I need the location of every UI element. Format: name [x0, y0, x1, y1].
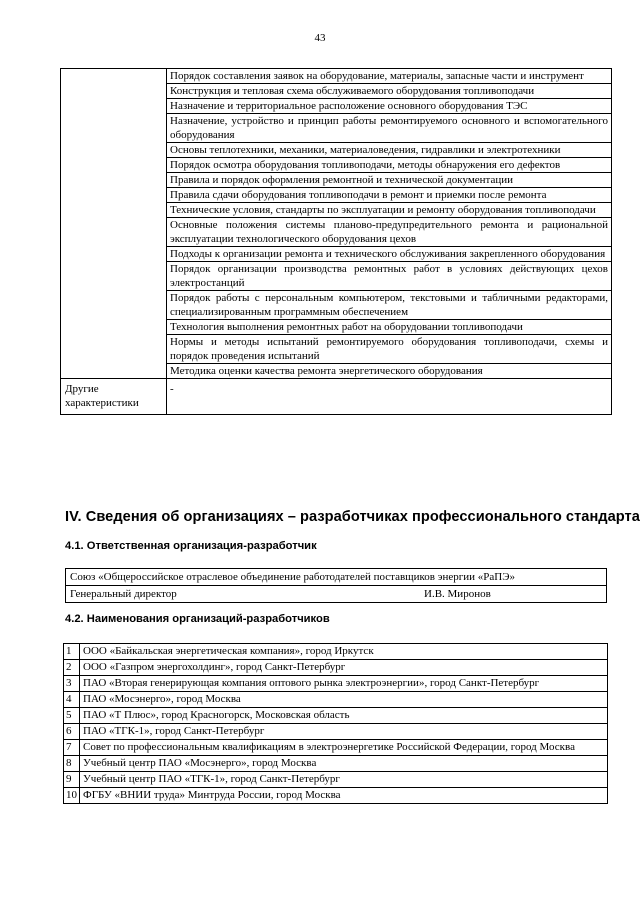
director-name: И.В. Миронов: [424, 588, 491, 600]
developer-number: 1: [64, 644, 80, 660]
other-characteristics-label: Другие характеристики: [61, 379, 167, 415]
table-row: [64, 692, 608, 708]
responsible-organization-heading: 4.1. Ответственная организация-разработчик: [65, 540, 317, 552]
developers-table: [63, 643, 608, 804]
table-row: [61, 379, 612, 415]
requirement-item: Основные положения системы планово-предупредительного ремонта и рациональной эксплуатации технологического оборудования цехов: [167, 218, 612, 247]
table-row: [64, 724, 608, 740]
table-row: [61, 69, 612, 84]
requirement-item: Основы теплотехники, механики, материаловедения, гидравлики и электротехники: [167, 143, 612, 158]
developer-number: 8: [64, 756, 80, 772]
requirement-item: Подходы к организации ремонта и технического обслуживания закрепленного оборудования: [167, 247, 612, 262]
requirement-item: Назначение, устройство и принцип работы ремонтируемого основного и вспомогательного оборудования: [167, 114, 612, 143]
responsible-organization-table: [65, 568, 607, 603]
table-row: [66, 586, 607, 603]
requirement-item: Технические условия, стандарты по эксплуатации и ремонту оборудования топливоподачи: [167, 203, 612, 218]
requirement-item: Порядок организации производства ремонтных работ в условиях действующих цехов электростанций: [167, 262, 612, 291]
requirement-item: Порядок составления заявок на оборудование, материалы, запасные части и инструмент: [167, 69, 612, 84]
section-iv-title: IV. Сведения об организациях – разработчиках профессионального стандарта: [65, 509, 640, 525]
table-row: [64, 756, 608, 772]
developer-number: 10: [64, 788, 80, 804]
developer-number: 5: [64, 708, 80, 724]
developer-name: ПАО «ТГК-1», город Санкт-Петербург: [80, 724, 608, 740]
developer-name: Учебный центр ПАО «Мосэнерго», город Москва: [80, 756, 608, 772]
requirement-item: Нормы и методы испытаний ремонтируемого оборудования топливоподачи, схемы и порядок проведения испытаний: [167, 335, 612, 364]
developer-name: Совет по профессиональным квалификациям в электроэнергетике Российской Федерации, город Москва: [80, 740, 608, 756]
developer-number: 9: [64, 772, 80, 788]
table-row: [64, 644, 608, 660]
requirement-item: Технология выполнения ремонтных работ на оборудовании топливоподачи: [167, 320, 612, 335]
requirement-item: Назначение и территориальное расположение основного оборудования ТЭС: [167, 99, 612, 114]
developer-name: ПАО «Т Плюс», город Красногорск, Московская область: [80, 708, 608, 724]
requirement-item: Правила сдачи оборудования топливоподачи в ремонт и приемки после ремонта: [167, 188, 612, 203]
knowledge-requirements-table: [60, 68, 612, 415]
page-number: 43: [314, 32, 326, 44]
requirement-item: Методика оценки качества ремонта энергетического оборудования: [167, 364, 612, 379]
requirement-item: Порядок осмотра оборудования топливоподачи, методы обнаружения его дефектов: [167, 158, 612, 173]
director-cell: [66, 586, 607, 603]
table-row: [64, 708, 608, 724]
requirement-item: Порядок работы с персональным компьютером, текстовыми и табличными редакторами, специализированным программным обеспечением: [167, 291, 612, 320]
table-row: [66, 569, 607, 586]
developer-name: Учебный центр ПАО «ТГК-1», город Санкт-Петербург: [80, 772, 608, 788]
developer-name: ООО «Байкальская энергетическая компания», город Иркутск: [80, 644, 608, 660]
developer-number: 3: [64, 676, 80, 692]
table-row: [64, 676, 608, 692]
developer-number: 7: [64, 740, 80, 756]
requirement-item: Конструкция и тепловая схема обслуживаемого оборудования топливоподачи: [167, 84, 612, 99]
director-position: Генеральный директор: [70, 588, 177, 600]
developer-number: 6: [64, 724, 80, 740]
developer-number: 4: [64, 692, 80, 708]
table-row: [64, 660, 608, 676]
developer-name: ПАО «Мосэнерго», город Москва: [80, 692, 608, 708]
requirement-item: Правила и порядок оформления ремонтной и технической документации: [167, 173, 612, 188]
other-characteristics-value: -: [167, 379, 612, 415]
empty-label-cell: [61, 69, 167, 379]
developer-name: ФГБУ «ВНИИ труда» Минтруда России, город Москва: [80, 788, 608, 804]
developers-heading: 4.2. Наименования организаций-разработчиков: [65, 613, 330, 625]
developer-name: ПАО «Вторая генерирующая компания оптового рынка электроэнергии», город Санкт-Петербург: [80, 676, 608, 692]
table-row: [64, 740, 608, 756]
developer-number: 2: [64, 660, 80, 676]
table-row: [64, 788, 608, 804]
responsible-organization-name: Союз «Общероссийское отраслевое объединение работодателей поставщиков энергии «РаПЭ»: [66, 569, 607, 586]
table-row: [64, 772, 608, 788]
developer-name: ООО «Газпром энергохолдинг», город Санкт-Петербург: [80, 660, 608, 676]
